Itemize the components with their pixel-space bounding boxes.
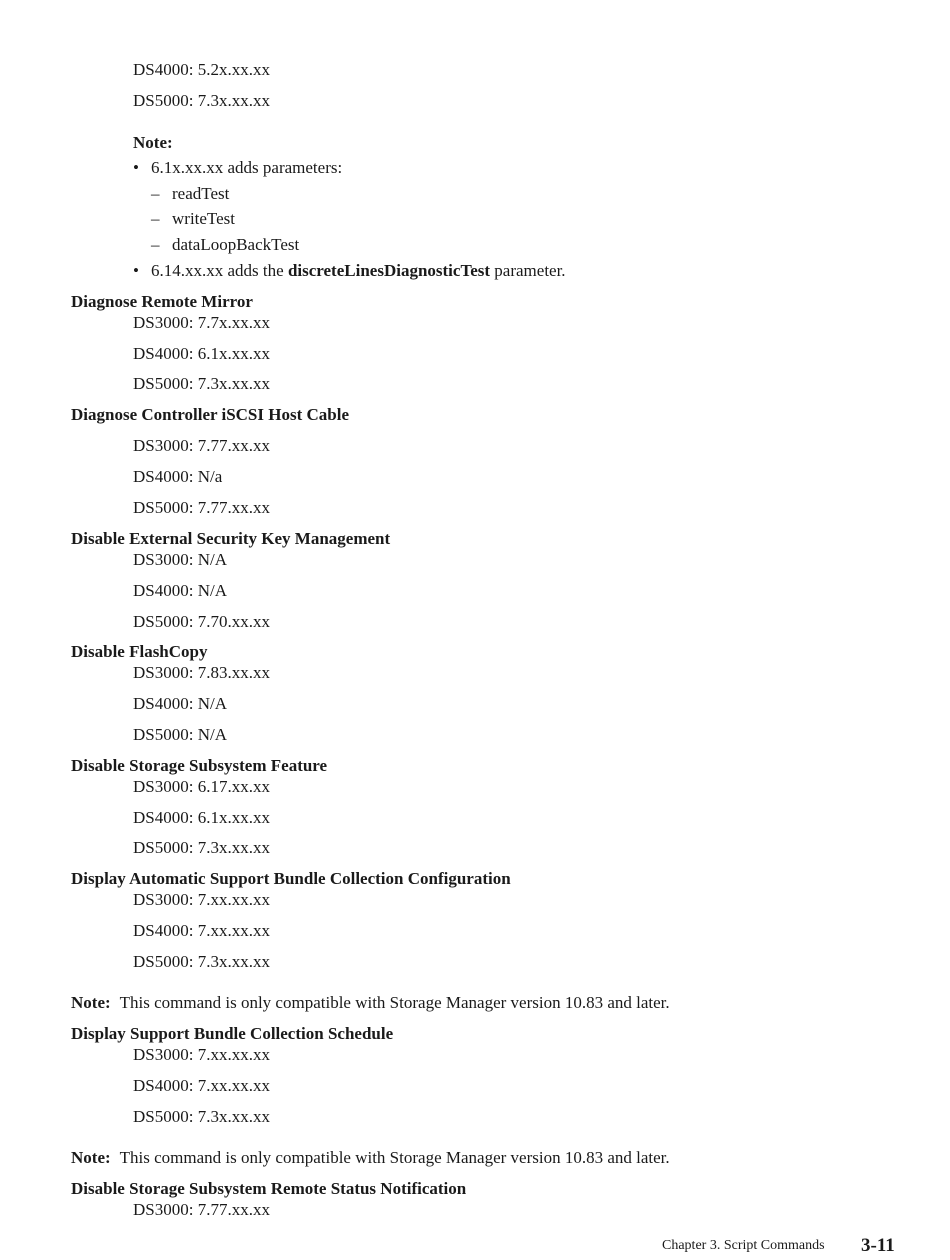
bullet-text: 6.14.xx.xx adds the discreteLinesDiagnosticTest parameter. bbox=[151, 261, 566, 280]
version-ds4000: DS4000: 6.1x.xx.xx bbox=[133, 808, 270, 827]
version-ds4000: DS4000: 6.1x.xx.xx bbox=[133, 344, 270, 363]
version-ds4000: DS4000: N/A bbox=[133, 694, 227, 713]
bullet-text: 6.1x.xx.xx adds parameters: bbox=[151, 158, 343, 177]
version-ds4000: DS4000: 5.2x.xx.xx bbox=[133, 60, 270, 79]
version-ds3000: DS3000: 7.83.xx.xx bbox=[133, 663, 270, 682]
version-ds4000: DS4000: N/A bbox=[133, 581, 227, 600]
bullet-marker: • bbox=[133, 261, 139, 280]
compatibility-note: Note: This command is only compatible with Storage Manager version 10.83 and later. bbox=[71, 1148, 670, 1167]
section-heading: Display Support Bundle Collection Schedule bbox=[71, 1024, 394, 1043]
version-ds3000: DS3000: 6.17.xx.xx bbox=[133, 777, 270, 796]
parameter-name: discreteLinesDiagnosticTest bbox=[287, 261, 491, 280]
page-number: 3-11 bbox=[861, 1235, 895, 1256]
version-ds5000: DS5000: 7.3x.xx.xx bbox=[133, 838, 270, 857]
footer-chapter: Chapter 3. Script Commands bbox=[662, 1238, 825, 1253]
section-heading: Disable External Security Key Management bbox=[71, 529, 391, 548]
section-heading: Display Automatic Support Bundle Collection Configuration bbox=[71, 869, 511, 888]
sub-item: writeTest bbox=[172, 209, 236, 228]
version-ds5000: DS5000: 7.3x.xx.xx bbox=[133, 374, 270, 393]
section-heading: Disable FlashCopy bbox=[71, 642, 208, 661]
version-ds5000: DS5000: 7.3x.xx.xx bbox=[133, 1107, 270, 1126]
dash-marker: – bbox=[151, 209, 160, 228]
version-ds4000: DS4000: 7.xx.xx.xx bbox=[133, 1076, 270, 1095]
sub-item: dataLoopBackTest bbox=[172, 235, 300, 254]
note-label: Note: bbox=[133, 133, 173, 152]
note-label: Note: bbox=[71, 1148, 111, 1167]
note-label: Note: bbox=[71, 993, 111, 1012]
section-heading: Disable Storage Subsystem Remote Status Notification bbox=[71, 1179, 467, 1198]
version-ds4000: DS4000: 7.xx.xx.xx bbox=[133, 921, 270, 940]
section-heading: Diagnose Controller iSCSI Host Cable bbox=[71, 405, 350, 424]
version-ds5000: DS5000: N/A bbox=[133, 725, 227, 744]
version-ds3000: DS3000: N/A bbox=[133, 550, 227, 569]
version-ds5000: DS5000: 7.77.xx.xx bbox=[133, 498, 270, 517]
version-ds5000: DS5000: 7.3x.xx.xx bbox=[133, 952, 270, 971]
version-ds3000: DS3000: 7.xx.xx.xx bbox=[133, 1045, 270, 1064]
compatibility-note: Note: This command is only compatible with Storage Manager version 10.83 and later. bbox=[71, 993, 670, 1012]
version-ds5000: DS5000: 7.70.xx.xx bbox=[133, 612, 270, 631]
dash-marker: – bbox=[151, 235, 160, 254]
version-ds3000: DS3000: 7.xx.xx.xx bbox=[133, 890, 270, 909]
version-ds3000: DS3000: 7.7x.xx.xx bbox=[133, 313, 270, 332]
version-ds3000: DS3000: 7.77.xx.xx bbox=[133, 1200, 270, 1219]
section-heading: Disable Storage Subsystem Feature bbox=[71, 756, 328, 775]
bullet-marker: • bbox=[133, 158, 139, 177]
section-heading: Diagnose Remote Mirror bbox=[71, 292, 253, 311]
dash-marker: – bbox=[151, 184, 160, 203]
version-ds3000: DS3000: 7.77.xx.xx bbox=[133, 436, 270, 455]
version-ds5000: DS5000: 7.3x.xx.xx bbox=[133, 91, 270, 110]
sub-item: readTest bbox=[172, 184, 230, 203]
version-ds4000: DS4000: N/a bbox=[133, 467, 223, 486]
